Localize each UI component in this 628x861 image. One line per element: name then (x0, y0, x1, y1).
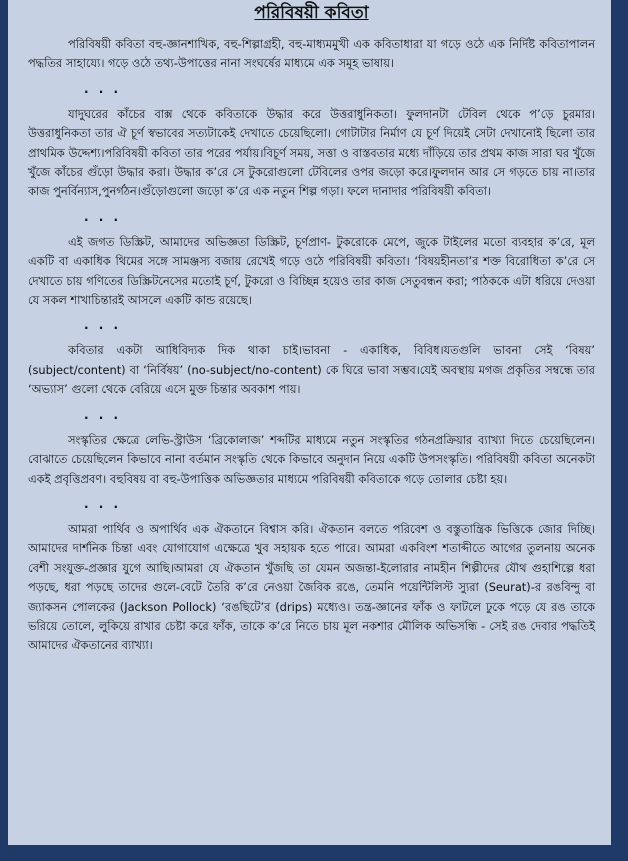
article-paragraph-2: যাদুঘরের কাঁচের বাক্স থেকে কবিতাকে উদ্ধার করে উত্তরাধুনিকতা। ফুলদানটা টেবিল থেকে প’ড়ে চুরমার। উত্তরাধুনিকতা তার ঐ চূর্ণ স্বভাবের সত্যটাকেই দেখাতে চেয়েছিলো। গোটাটার নির্মাণ যে চূর্ণ দিয়েই সেটা দেখানোই ছিলো তার প্রাথমিক উদ্দেশ্য।পরিবিষয়ী কবিতা তার পরের পর্যায়।বিচূর্ণ সময়, সত্তা ও বাস্তবতার মধ্যে দাঁড়িয়ে তার প্রথম কাজ সারা ঘর খুঁজে খুঁজে কাঁচের গুঁড়ো উদ্ধার করা। উদ্ধার ক’রে সে টুকরোগুলো টেবিলের ওপর জড়ো করে।ফুলদান আর সে গড়তে চায় না।তার কাজ পুনর্বিন্যাস,পুনর্গঠন।গুঁড়োগুলো জড়ো ক’রে এক নতুন শিল্প গড়া। ফলে দানাদার পরিবিষয়ী কবিতা। (28, 106, 595, 199)
section-separator: . . . (84, 496, 122, 511)
article-paragraph-3: এই জগত ডিস্ক্রিট, আমাদের অভিজ্ঞতা ডিস্ক্রিট, চূর্ণপ্রাণ- টুকরোকে মেপে, জুকে টাইলের মতো ব্যবহার ক’রে, মূল একটি বা একাধিক থিমের সঙ্গে সামঞ্জস্য বজায় রেখেই গড়ে ওঠে পরিবিষয়ী কবিতা। ‘বিষয়হীনতা’র শক্ত বিরোধিতা ক’রে সে দেখাতে চায় গণিতের ডিস্ক্রিটনেসের মতোই চূর্ণ, টুকরো ও বিচ্ছিন্ন হয়েও তার কাজ সেতুবন্ধন করা; পাঠককে এটা ধরিয়ে দেওয়া যে সকল শাখাচিন্তারই আসলে একটি কান্ড রয়েছে। (28, 234, 595, 308)
section-separator: . . . (84, 209, 122, 224)
article-paragraph-4: কবিতার একটা আধিবিদ্যক দিক থাকা চাই।ভাবনা - একাধিক, বিবিধ।যতগুলি ভাবনা সেই ‘বিষয়’ (subject/content) বা ‘নির্বিষয়’ (no-subject/no-content) কে ঘিরে ভাবা সম্ভব।যেই অবস্থায় মগজ প্রকৃতির সম্বন্ধে তার ‘অভ্যাস’ গুলো থেকে বেরিয়ে এসে মুক্ত চিন্তার অবকাশ পায়। (28, 343, 595, 397)
article-paragraph-5: সংস্কৃতির ক্ষেত্রে লেভি-স্ট্রাউস ‘ব্রিকোলাজ’ শব্দটির মাধ্যমে নতুন সংস্কৃতির গঠনপ্রক্রিয়ার ব্যাখ্যা দিতে চেয়েছিলেন।বোঝাতে চেয়েছিলেন কিভাবে নানা বর্তমান সংস্কৃতি থেকে কিভাবে অনুদান নিয়ে একটি উপসংস্কৃতি। পরিবিষয়ী কবিতা অনেকটা একই প্রবৃত্তিপ্রবণ। বহুবিষয় বা বহু-উপাত্তিক অভিজ্ঞতার মাধ্যমে পরিবিষয়ী কবিতাকে গড়ে তোলার চেষ্টা হয়। (28, 432, 595, 486)
section-separator: . . . (84, 407, 122, 422)
article-title: পরিবিষয়ী কবিতা (254, 3, 369, 23)
article-paragraph-6: আমরা পার্থিব ও অপার্থিব এক ঐকতানে বিশ্বাস করি। ঐকতান বলতে পরিবেশ ও বস্তুতান্ত্রিক ভিত্তিকে জোর দিচ্ছি। আমাদের দার্শনিক চিন্তা এবং যোগাযোগ এক্ষেত্রে খুব সহায়ক হতে পারে। আমরা একবিংশ শতাব্দীতে আগের তুলনায় অনেক বেশী সংযুক্ত-প্রজ্ঞার যুগে আছি।আমরা যে ঐকতান খুঁজছি তা যেমন অজন্তা-ইলোরার নামহীন শিল্পীদের যৌথ গুহাশিল্পে ধরা পড়ছে, ধরা পড়ছে তাদের গুলে-বেটে তৈরি ক’রে নেওয়া জৈবিক রঙে, তেমনি পয়েন্টিলিস্ট স্যুরা (Seurat)-র রঙবিন্দু বা জ্যাকসন পোলকের (Jackson Pollock) ‘রঙছিটে’র (drips) মধ্যেও। তন্ত্র-জ্ঞানের ফাঁক ও ফাটলে ঢুকে পড়ে যে রঙ তাকে ভরিয়ে তোলে, লুকিয়ে রাখার চেষ্টা করে ফাঁক, তাকে ক’রে নিতে চায় মূল নকশার মৌলিক অভিসন্ধি - সেই রঙ দেবার পদ্ধতিই আমাদের ঐকতানের ব্যাখ্যা। (28, 521, 595, 653)
article-paragraph-1: পরিবিষয়ী কবিতা বহু-জ্ঞানশাখিক, বহু-শিল্পাগ্রহী, বহু-মাধ্যমমুখী এক কবিতাধারা যা গড়ে ওঠে এক নির্দিষ্ট কবিতাপালন পদ্ধতির সাহায্যে। গড়ে ওঠে তথ্য-উপাত্তের নানা সংঘর্ষের মাধ্যমে এক সমূহ ভাষায়। (28, 37, 595, 71)
section-separator: . . . (84, 81, 122, 96)
article-page (8, 0, 611, 845)
section-separator: . . . (84, 318, 122, 333)
bottom-frame-bar (0, 845, 628, 861)
